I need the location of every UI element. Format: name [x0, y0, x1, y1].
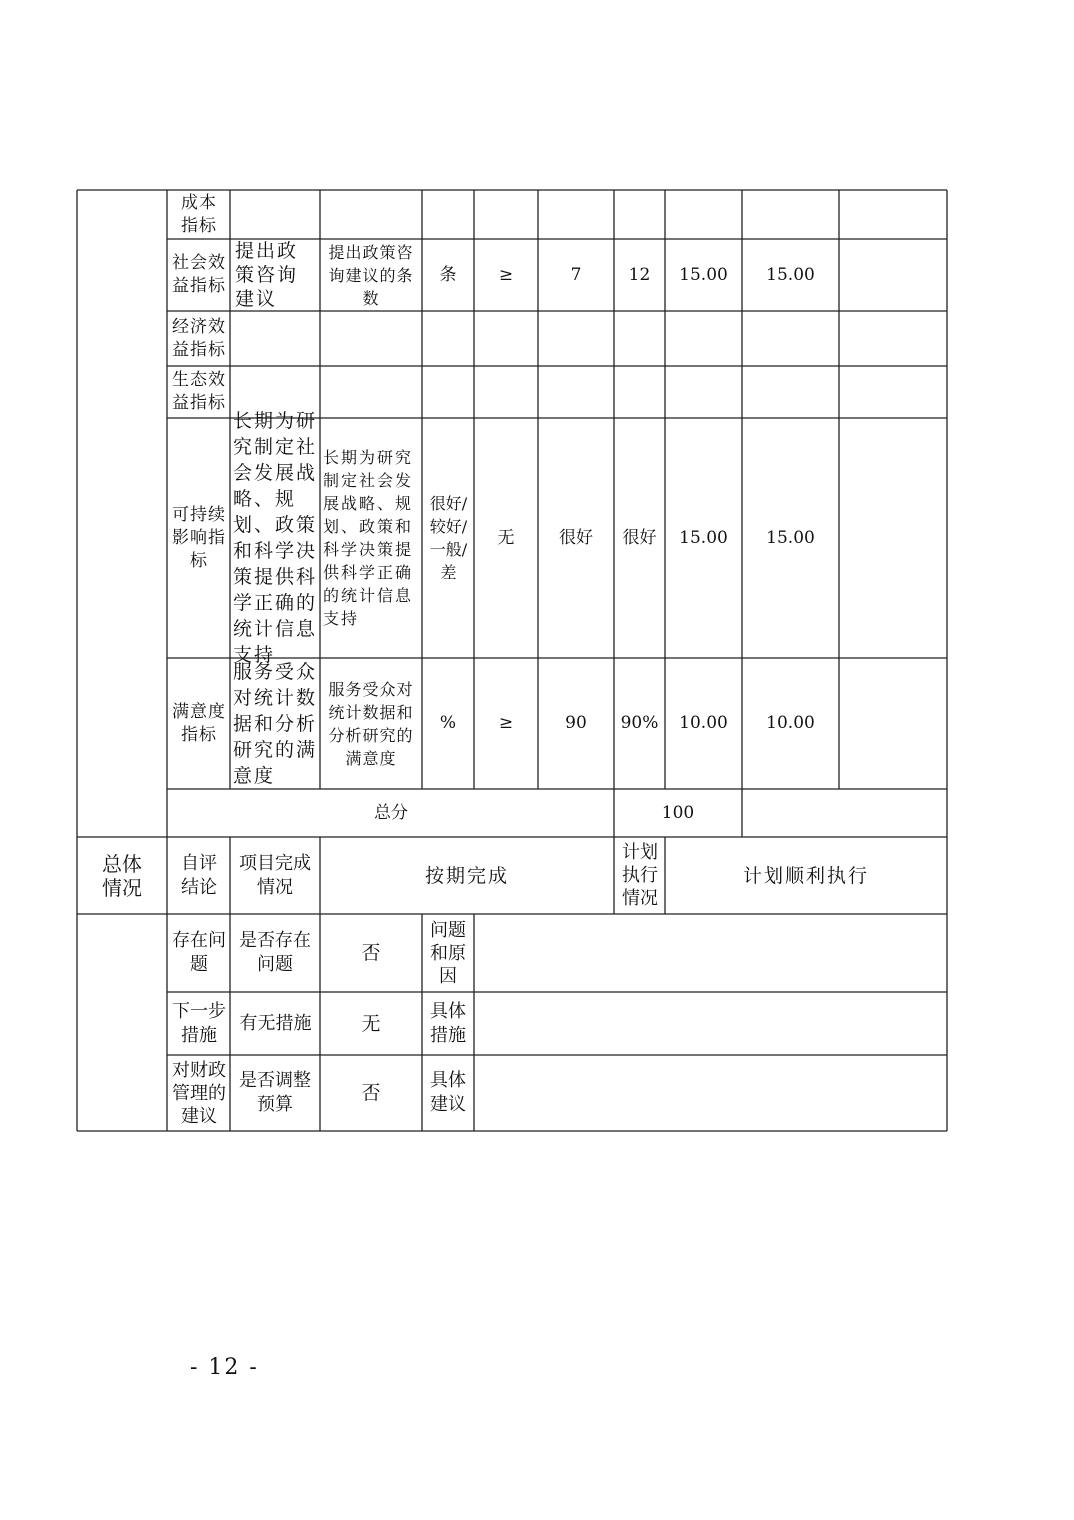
value-desc-social: 提出政策咨询建议的条数	[328, 242, 414, 308]
completion-value: 按期完成	[424, 864, 509, 887]
indicator-social: 提出政策咨询建议	[235, 240, 299, 310]
target-satisfaction: 90	[565, 713, 587, 733]
target-sustain: 很好	[559, 527, 593, 548]
category-economic: 经济效益指标	[172, 316, 226, 360]
weight-satisfaction: 10.00	[679, 713, 728, 733]
plan-label: 计划执行情况	[622, 842, 658, 909]
unit-sustain: 很好/较好/一般/差	[429, 494, 468, 582]
indicator-satisfaction: 服务受众对统计数据和分析研究的满意度	[233, 660, 318, 787]
finance-detail-value	[474, 1056, 947, 1130]
issues-label: 存在问题	[172, 930, 226, 975]
finance-detail-label: 具体建议	[430, 1070, 466, 1115]
category-cost: 成本指标	[181, 193, 217, 236]
issues-detail-label: 问题和原因	[430, 919, 466, 987]
finance-answer: 否	[361, 1082, 381, 1104]
next-steps-question: 有无措施	[239, 1012, 312, 1034]
next-steps-detail-value	[474, 993, 947, 1054]
completion-label: 项目完成情况	[239, 852, 311, 898]
operator-satisfaction: ≥	[498, 713, 514, 733]
value-desc-sustain: 长期为研究制定社会发展战略、规划、政策和科学决策提供科学正确的统计信息支持	[323, 448, 414, 628]
total-label: 总分	[374, 802, 408, 823]
next-steps-answer: 无	[361, 1012, 381, 1035]
category-ecological: 生态效益指标	[172, 370, 226, 413]
category-social: 社会效益指标	[172, 253, 226, 296]
unit-satisfaction: %	[439, 713, 457, 733]
category-satisfaction: 满意度指标	[172, 701, 226, 745]
indicator-sustain: 长期为研究制定社会发展战略、规划、政策和科学决策提供科学正确的统计信息支持	[233, 410, 318, 666]
score-social: 15.00	[766, 264, 815, 285]
actual-satisfaction: 90%	[620, 713, 659, 733]
next-steps-detail-label: 具体措施	[430, 1000, 466, 1046]
issues-answer: 否	[361, 942, 381, 964]
next-steps-label: 下一步措施	[172, 1000, 226, 1046]
self-eval-label: 自评结论	[181, 852, 217, 898]
page-number: - 12 -	[190, 1355, 259, 1380]
total-value: 100	[661, 802, 695, 823]
plan-value: 计划顺利执行	[742, 864, 869, 887]
finance-label: 对财政管理的建议	[172, 1059, 226, 1127]
overall-label: 总体情况	[102, 851, 142, 900]
category-sustain: 可持续影响指标	[172, 504, 226, 571]
operator-sustain: 无	[497, 527, 515, 548]
score-sustain: 15.00	[766, 527, 815, 548]
value-desc-satisfaction: 服务受众对统计数据和分析研究的满意度	[328, 679, 414, 768]
issues-detail-value	[474, 915, 947, 991]
finance-question: 是否调整预算	[239, 1070, 311, 1115]
operator-social: ≥	[498, 264, 514, 285]
weight-social: 15.00	[679, 264, 728, 285]
actual-social: 12	[628, 264, 651, 285]
unit-social: 条	[439, 264, 457, 285]
target-social: 7	[570, 264, 582, 285]
score-satisfaction: 10.00	[766, 713, 815, 733]
weight-sustain: 15.00	[679, 527, 728, 548]
actual-sustain: 很好	[622, 527, 657, 548]
issues-question: 是否存在问题	[239, 930, 311, 975]
